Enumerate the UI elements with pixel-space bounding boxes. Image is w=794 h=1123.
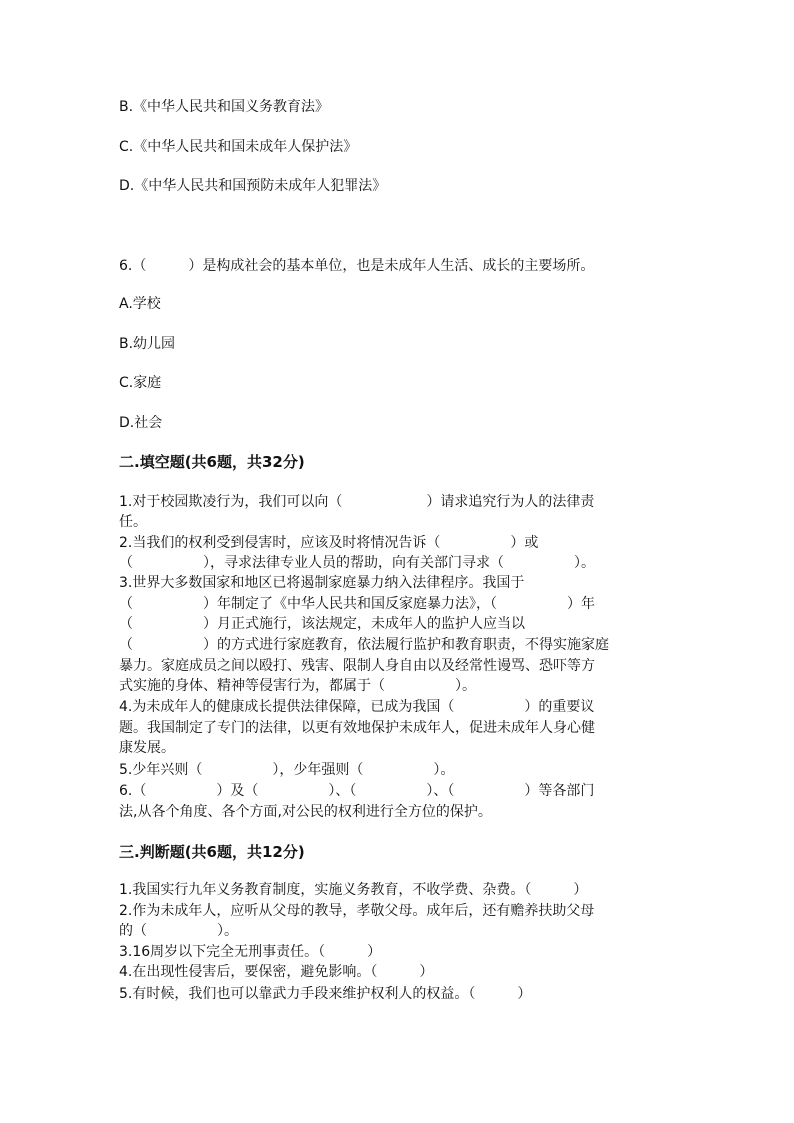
fill-line: （ ），寻求法律专业人员的帮助，向有关部门寻求（ ）。 xyxy=(119,555,595,571)
judge-line: 5.有时候，我们也可以靠武力手段来维护权利人的权益。（ ） xyxy=(119,986,532,1002)
q6-option-a: A.学校 xyxy=(119,296,161,312)
fill-line: 6.（ ）及（ ）、（ ）、（ ）等各部门 xyxy=(119,783,595,799)
fill-line: 2.当我们的权利受到侵害时，应该及时将情况告诉（ ）或 xyxy=(119,535,539,551)
fill-line: 康发展。 xyxy=(119,740,175,756)
judge-line: 的（ ）。 xyxy=(119,923,238,939)
fill-line: 4.为未成年人的健康成长提供法律保障，已成为我国（ ）的重要议 xyxy=(119,699,595,715)
judge-line: 2.作为未成年人，应听从父母的教导，孝敬父母。成年后，还有赡养扶助父母 xyxy=(119,903,595,919)
fill-line: （ ）年制定了《中华人民共和国反家庭暴力法》，（ ）年 xyxy=(119,596,595,612)
q6-option-b: B.幼儿园 xyxy=(119,336,176,352)
fill-line: 5.少年兴则（ ），少年强则（ ）。 xyxy=(119,762,455,778)
section-3-title: 三.判断题(共6题，共12分) xyxy=(119,843,305,861)
fill-line: 式实施的身体、精神等侵害行为，都属于（ ）。 xyxy=(119,678,476,694)
judge-line: 4.在出现性侵害后，要保密，避免影响。（ ） xyxy=(119,964,434,980)
q5-option-b: B.《中华人民共和国义务教育法》 xyxy=(119,99,330,115)
fill-line: 任。 xyxy=(119,514,147,530)
judge-line: 1.我国实行九年义务教育制度，实施义务教育，不收学费、杂费。（ ） xyxy=(119,882,588,898)
fill-line: 1.对于校园欺凌行为，我们可以向（ ）请求追究行为人的法律责 xyxy=(119,494,595,510)
q6-option-c: C.家庭 xyxy=(119,375,162,391)
fill-line: 题。我国制定了专门的法律，以更有效地保护未成年人，促进未成年人身心健 xyxy=(119,720,595,736)
fill-line: （ ）月正式施行，该法规定，未成年人的监护人应当以 xyxy=(119,616,525,632)
q6-stem: 6.（ ）是构成社会的基本单位，也是未成年人生活、成长的主要场所。 xyxy=(119,258,595,274)
fill-line: 3.世界大多数国家和地区已将遏制家庭暴力纳入法律程序。我国于 xyxy=(119,575,525,591)
fill-line: 暴力。家庭成员之间以殴打、残害、限制人身自由以及经常性谩骂、恐吓等方 xyxy=(119,658,595,674)
q5-option-d: D.《中华人民共和国预防未成年人犯罪法》 xyxy=(119,178,387,194)
judge-line: 3.16周岁以下完全无刑事责任。（ ） xyxy=(119,944,382,960)
q5-option-c: C.《中华人民共和国未成年人保护法》 xyxy=(119,139,358,155)
section-2-title: 二.填空题(共6题，共32分) xyxy=(119,453,305,471)
q6-option-d: D.社会 xyxy=(119,415,163,431)
fill-line: 法,从各个角度、各个方面,对公民的权利进行全方位的保护。 xyxy=(119,804,492,820)
fill-line: （ ）的方式进行家庭教育，依法履行监护和教育职责，不得实施家庭 xyxy=(119,637,609,653)
